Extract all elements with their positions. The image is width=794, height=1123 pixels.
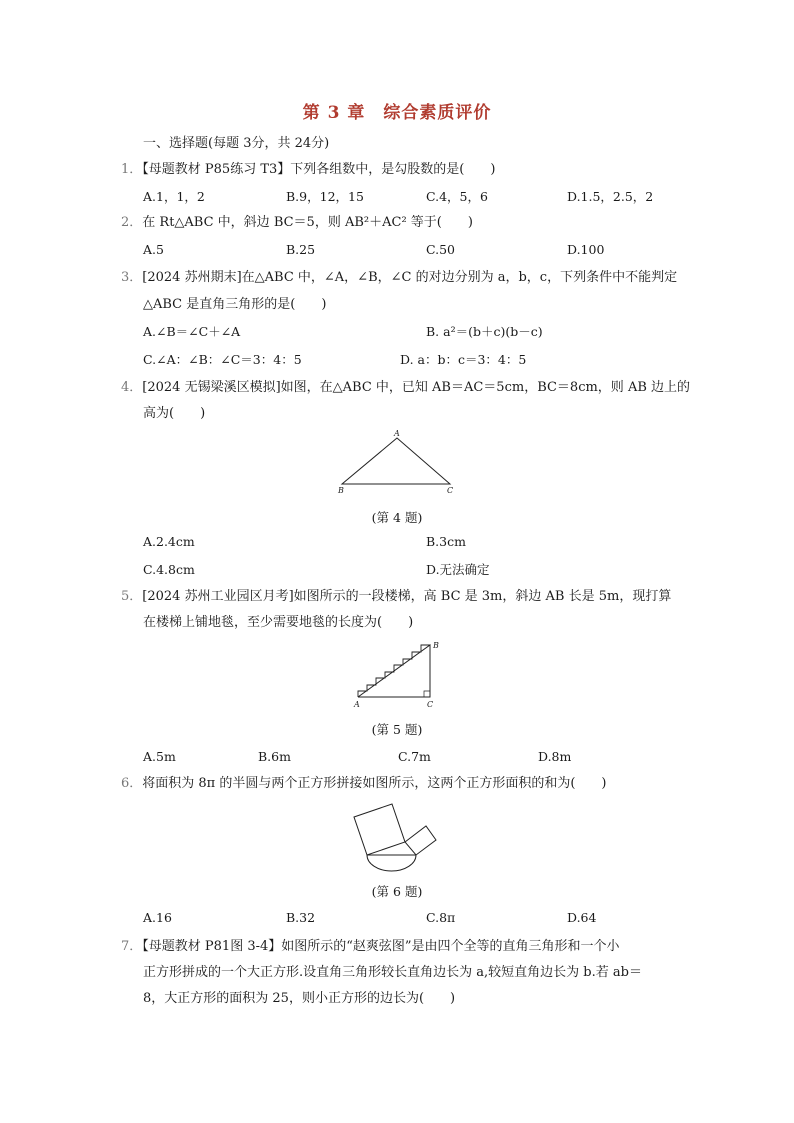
- vertex-label-b: B: [433, 641, 439, 650]
- option-a: A.16: [143, 910, 172, 925]
- option-b: B.25: [286, 242, 316, 257]
- option-d: D.8m: [538, 749, 572, 764]
- option-a: A.5: [143, 242, 164, 257]
- option-a: A.∠B＝∠C＋∠A: [143, 324, 241, 339]
- vertex-label-a: A: [394, 429, 400, 438]
- question-text-line-1: [2024 苏州期末]在△ABC 中，∠A，∠B，∠C 的对边分别为 a，b，c，下列条件中不能判定: [142, 270, 678, 285]
- vertex-label-a: A: [354, 700, 360, 709]
- question-4: [121, 379, 690, 397]
- question-number: 6．: [121, 776, 143, 791]
- question-number: 4．: [121, 380, 143, 395]
- option-d: D.无法确定: [426, 562, 490, 577]
- option-c: C.4.8cm: [143, 562, 195, 577]
- semicircle-squares-figure-q6: [350, 800, 445, 875]
- option-d: D.1.5，2.5，2: [567, 189, 654, 204]
- question-text: 在 Rt△ABC 中，斜边 BC＝5，则 AB²＋AC² 等于( ): [142, 215, 473, 230]
- question-number: 2．: [121, 215, 143, 230]
- question-7: [121, 938, 620, 956]
- question-1: [121, 161, 495, 179]
- question-text: 【母题教材 P85练习 T3】下列各组数中，是勾股数的是( ): [142, 162, 496, 177]
- question-text-line-1: [2024 苏州工业园区月考]如图所示的一段楼梯，高 BC 是 3m，斜边 AB 长是 5m，现打算: [142, 589, 672, 604]
- figure-caption: (第 6 题): [371, 884, 423, 899]
- question-number: 1．: [121, 162, 143, 177]
- question-5: [121, 588, 671, 606]
- question-3: [121, 269, 677, 287]
- option-c: C.50: [426, 242, 455, 257]
- option-d: D. a：b：c＝3：4：5: [400, 352, 527, 367]
- option-c: C.8π: [426, 910, 456, 925]
- option-c: C.∠A：∠B：∠C＝3：4：5: [143, 352, 302, 367]
- vertex-label-b: B: [338, 486, 344, 495]
- figure-caption: (第 5 题): [371, 722, 423, 737]
- option-d: D.100: [567, 242, 605, 257]
- page-title: 第 3 章 综合素质评价: [302, 103, 492, 123]
- option-b: B. a²＝(b＋c)(b－c): [426, 324, 543, 339]
- option-b: B.32: [286, 910, 316, 925]
- option-d: D.64: [567, 910, 597, 925]
- question-number: 7．: [121, 939, 143, 954]
- question-number: 3．: [121, 270, 143, 285]
- question-text-line-1: [2024 无锡梁溪区模拟]如图，在△ABC 中，已知 AB＝AC＝5cm，BC＝8cm，则 AB 边上的: [142, 380, 691, 395]
- question-text: 将面积为 8π 的半圆与两个正方形拼接如图所示，这两个正方形面积的和为( ): [142, 776, 607, 791]
- option-a: A.5m: [143, 749, 176, 764]
- question-number: 5．: [121, 589, 143, 604]
- option-b: B.6m: [258, 749, 291, 764]
- section-heading: 一、选择题(每题 3分，共 24分): [143, 136, 330, 151]
- question-6: [121, 775, 607, 793]
- staircase-figure-q5: [350, 640, 445, 710]
- option-b: B.3cm: [426, 534, 466, 549]
- vertex-label-c: C: [447, 486, 454, 495]
- question-2: [121, 214, 473, 232]
- option-b: B.9，12，15: [286, 189, 364, 204]
- vertex-label-c: C: [427, 700, 434, 709]
- option-a: A.2.4cm: [143, 534, 195, 549]
- question-text-line-3: 8，大正方形的面积为 25，则小正方形的边长为( ): [143, 991, 456, 1006]
- question-text-line-2: 正方形拼成的一个大正方形.设直角三角形较长直角边长为 a,较短直角边长为 b.若 ab＝: [143, 965, 642, 980]
- question-text-line-1: 【母题教材 P81图 3-4】如图所示的“赵爽弦图”是由四个全等的直角三角形和一个小: [142, 939, 620, 954]
- option-a: A.1，1，2: [143, 189, 205, 204]
- question-text-line-2: 在楼梯上铺地毯，至少需要地毯的长度为( ): [143, 615, 414, 630]
- option-c: C.7m: [398, 749, 431, 764]
- question-text-line-2: 高为( ): [143, 406, 206, 421]
- option-c: C.4，5，6: [426, 189, 488, 204]
- question-text-line-2: △ABC 是直角三角形的是( ): [143, 297, 327, 312]
- triangle-figure-q4: [330, 428, 465, 498]
- figure-caption: (第 4 题): [371, 510, 423, 525]
